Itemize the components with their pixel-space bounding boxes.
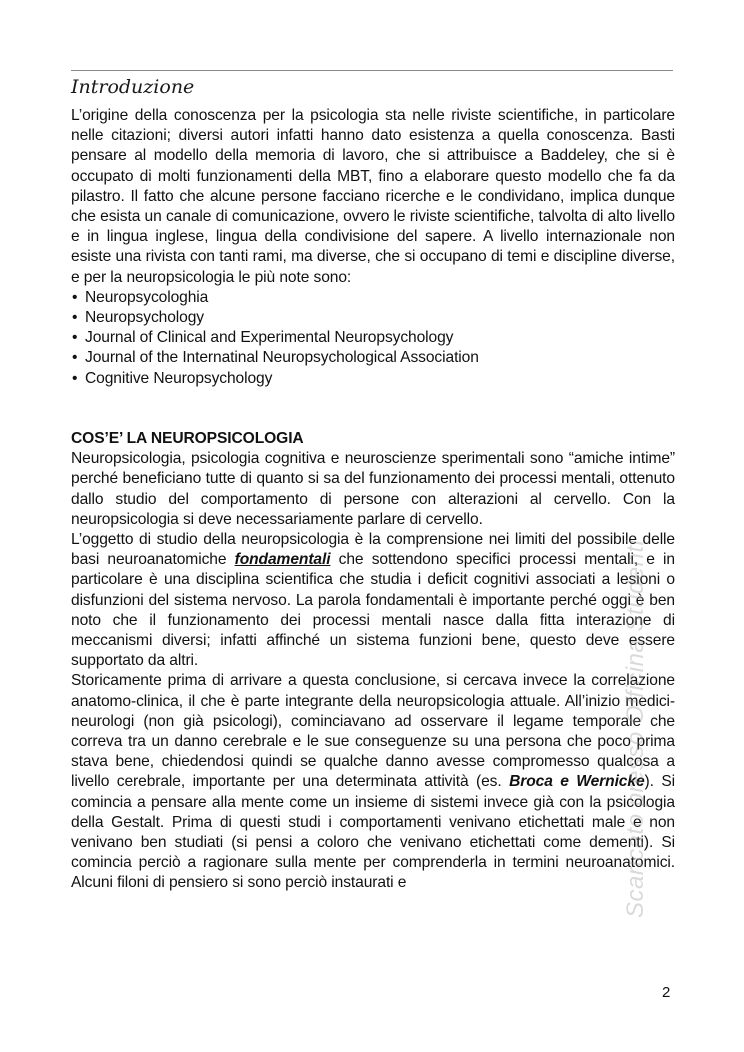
watermark: Scaricato presso Officina Studenti xyxy=(622,539,649,918)
emphasized-term: fondamentali xyxy=(234,551,331,569)
journal-name: Neuropsychology xyxy=(85,309,204,327)
neuropsicologia-section xyxy=(71,429,675,894)
paragraph-1: Neuropsicologia, psicologia cognitiva e neuroscienze sperimentali sono “amiche intime” perché beneficiano tutte di quanto si sa del funzionamento dei processi mentali, ottenuto dallo studio del comportamento di persone con alterazioni al cervello. Con la neuropsicologia si deve necessariamente parlare di cervello. xyxy=(71,450,675,528)
journal-name: Cognitive Neuropsychology xyxy=(85,369,273,387)
bullet-icon: • xyxy=(72,369,78,387)
paragraph-3-end: ). Si comincia a pensare alla mente come un insieme di sistemi invece già con la psicologia della Gestalt. Prima di questi studi i comportamenti venivano etichettati male e non venivano ben studiati (si pensi a coloro che venivano etichettati come dementi). Si comincia perciò a ragionare sulla mente per comprenderla in termini neuroanatomici. Alcuni filoni di pensiero si sono perciò instaurati e xyxy=(71,773,675,892)
paragraph-2-end: che sottendono specifici processi mentali, e in particolare è una disciplina scientifica che studia i deficit cognitivi associati a lesioni o disfunzioni del sistema nervoso. La parola fondamentali è importante perché oggi è ben noto che il funzionamento dei processi mentali nasce dalla fitta interazione di meccanismi diversi; infatti affinché un sistema funzioni bene, questo deve essere supportato da altri. xyxy=(71,551,675,670)
paragraph-3 xyxy=(71,671,675,893)
section-title: Introduzione xyxy=(71,76,195,98)
journal-name: Journal of Clinical and Experimental Neuropsychology xyxy=(85,329,454,347)
paragraph-3-start: Storicamente prima di arrivare a questa conclusione, si cercava invece la correlazione anatomo-clinica, il che è parte integrante della neuropsicologia attuale. All’inizio medici-neurologi (non già psicologi), cominciavano ad osservare il legame temporale che correva tra un danno cerebrale e le sue conseguenze su una persona che poco prima stava bene, chiedendosi quindi se qualche danno avesse compromesso qualcosa a livello cerebrale, importante per una determinata attività (es. xyxy=(71,672,675,791)
page-number: 2 xyxy=(662,984,671,1001)
intro-paragraph: L’origine della conoscenza per la psicologia sta nelle riviste scientifiche, in particolare nelle citazioni; diversi autori infatti hanno dato esistenza a quella conoscenza. Basti pensare al modello della memoria di lavoro, che si attribuisce a Baddeley, che si è occupato di molti funzionamenti della MBT, fino a elaborare questo modello che fa da pilastro. Il fatto che alcune persone facciano ricerche e le condividano, implica dunque che esista un canale di comunicazione, ovvero le riviste scientifiche, talvolta di alto livello e in lingua inglese, lingua della condivisione del sapere. A livello internazionale non esiste una rivista con tanti rami, ma diverse, che si occupano di temi e discipline diverse, e per la neuropsicologia le più note sono: xyxy=(71,107,675,286)
list-item xyxy=(71,348,675,368)
paragraph-2-start: L’oggetto di studio della neuropsicologia è la comprensione nei limiti del possibile delle basi neuroanatomiche xyxy=(71,531,675,569)
list-item xyxy=(71,288,675,308)
top-divider xyxy=(71,70,673,71)
journal-name: Neuropsycologhia xyxy=(85,288,209,306)
intro-section xyxy=(71,106,675,389)
bullet-icon: • xyxy=(72,329,78,347)
bullet-icon: • xyxy=(72,349,78,367)
journal-name: Journal of the Internatinal Neuropsychological Association xyxy=(85,349,479,367)
paragraph-2 xyxy=(71,530,675,671)
emphasized-names: Broca e Wernicke xyxy=(509,773,645,791)
bullet-icon: • xyxy=(72,309,78,327)
list-item xyxy=(71,369,675,389)
section-heading: COS’E’ LA NEUROPSICOLOGIA xyxy=(71,430,304,447)
bullet-icon: • xyxy=(72,288,78,306)
journal-list xyxy=(71,288,675,389)
list-item xyxy=(71,308,675,328)
list-item xyxy=(71,328,675,348)
